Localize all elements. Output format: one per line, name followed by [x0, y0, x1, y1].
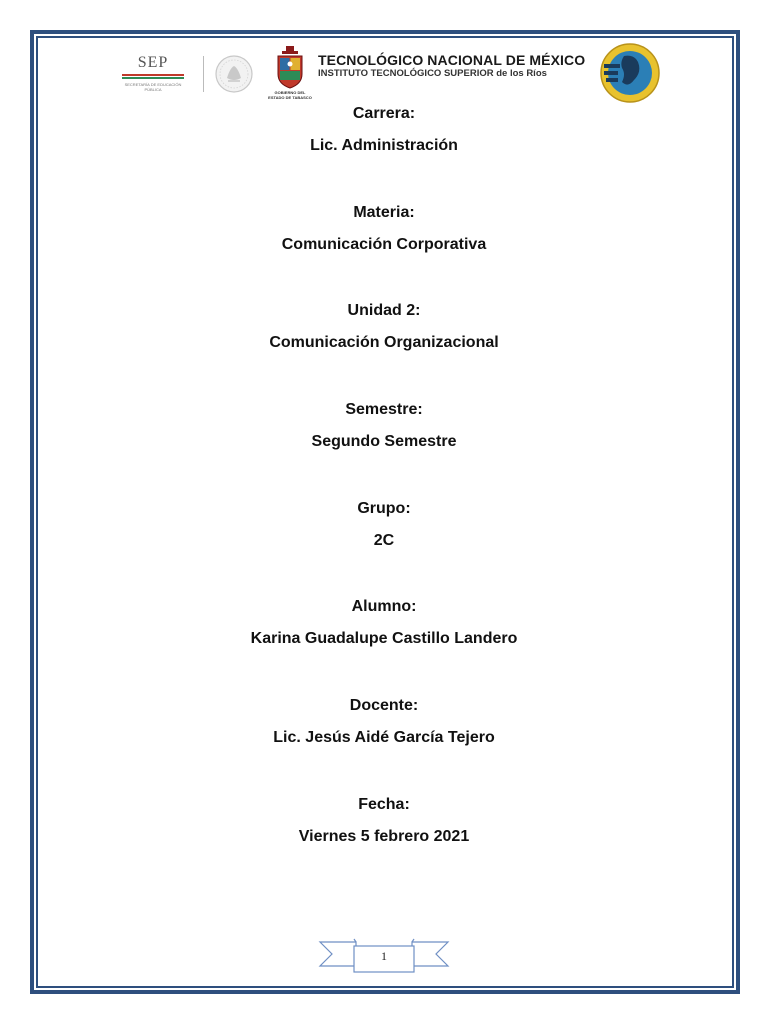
field-value: Lic. Administración [310, 137, 458, 154]
field-label: Unidad 2: [347, 302, 421, 320]
field-value: Viernes 5 febrero 2021 [298, 827, 470, 845]
field-value: Karina Guadalupe Castillo Landero [250, 630, 518, 648]
tabasco-logo-caption: GOBIERNO DEL ESTADO DE TABASCO [268, 90, 312, 100]
field-semestre [60, 400, 708, 499]
field-value: Lic. Jesús Aidé García Tejero [273, 729, 495, 747]
field-label: Docente: [349, 697, 419, 715]
field-grupo [60, 499, 708, 598]
sep-logo-word: SEP [137, 54, 169, 71]
field-value: 2C [373, 531, 395, 549]
field-unidad [60, 301, 708, 400]
cover-details [60, 104, 708, 894]
institution-header [318, 52, 598, 80]
institution-subtitle: INSTITUTO TECNOLÓGICO SUPERIOR de los Ríos [318, 68, 547, 79]
institution-title: TECNOLÓGICO NACIONAL DE MÉXICO [318, 52, 586, 68]
field-value: Comunicación Organizacional [269, 334, 499, 352]
sep-logo [116, 54, 188, 94]
sep-logo-green-line [122, 77, 184, 79]
tabasco-coat-of-arms-icon [272, 44, 308, 90]
field-docente [60, 696, 708, 795]
field-fecha [60, 795, 708, 894]
page-number: 1 [381, 949, 387, 963]
field-alumno [60, 597, 708, 696]
field-label: Semestre: [345, 401, 423, 419]
field-materia [60, 203, 708, 302]
field-label: Alumno: [351, 598, 417, 616]
sep-logo-subtitle: SECRETARÍA DE EDUCACIÓN PÚBLICA [124, 82, 182, 92]
sep-logo-red-line [122, 74, 184, 76]
field-label: Grupo: [357, 499, 411, 517]
mexico-coat-of-arms-icon [214, 54, 254, 94]
field-label: Fecha: [358, 795, 410, 813]
field-label: Carrera: [352, 105, 416, 122]
field-label: Materia: [353, 203, 415, 221]
logo-divider [203, 56, 204, 92]
itsr-emblem-icon [598, 42, 662, 104]
field-carrera [60, 104, 708, 203]
field-value: Segundo Semestre [311, 433, 457, 451]
field-value: Comunicación Corporativa [281, 235, 487, 253]
tabasco-logo [268, 44, 312, 106]
header-logos [110, 42, 670, 108]
